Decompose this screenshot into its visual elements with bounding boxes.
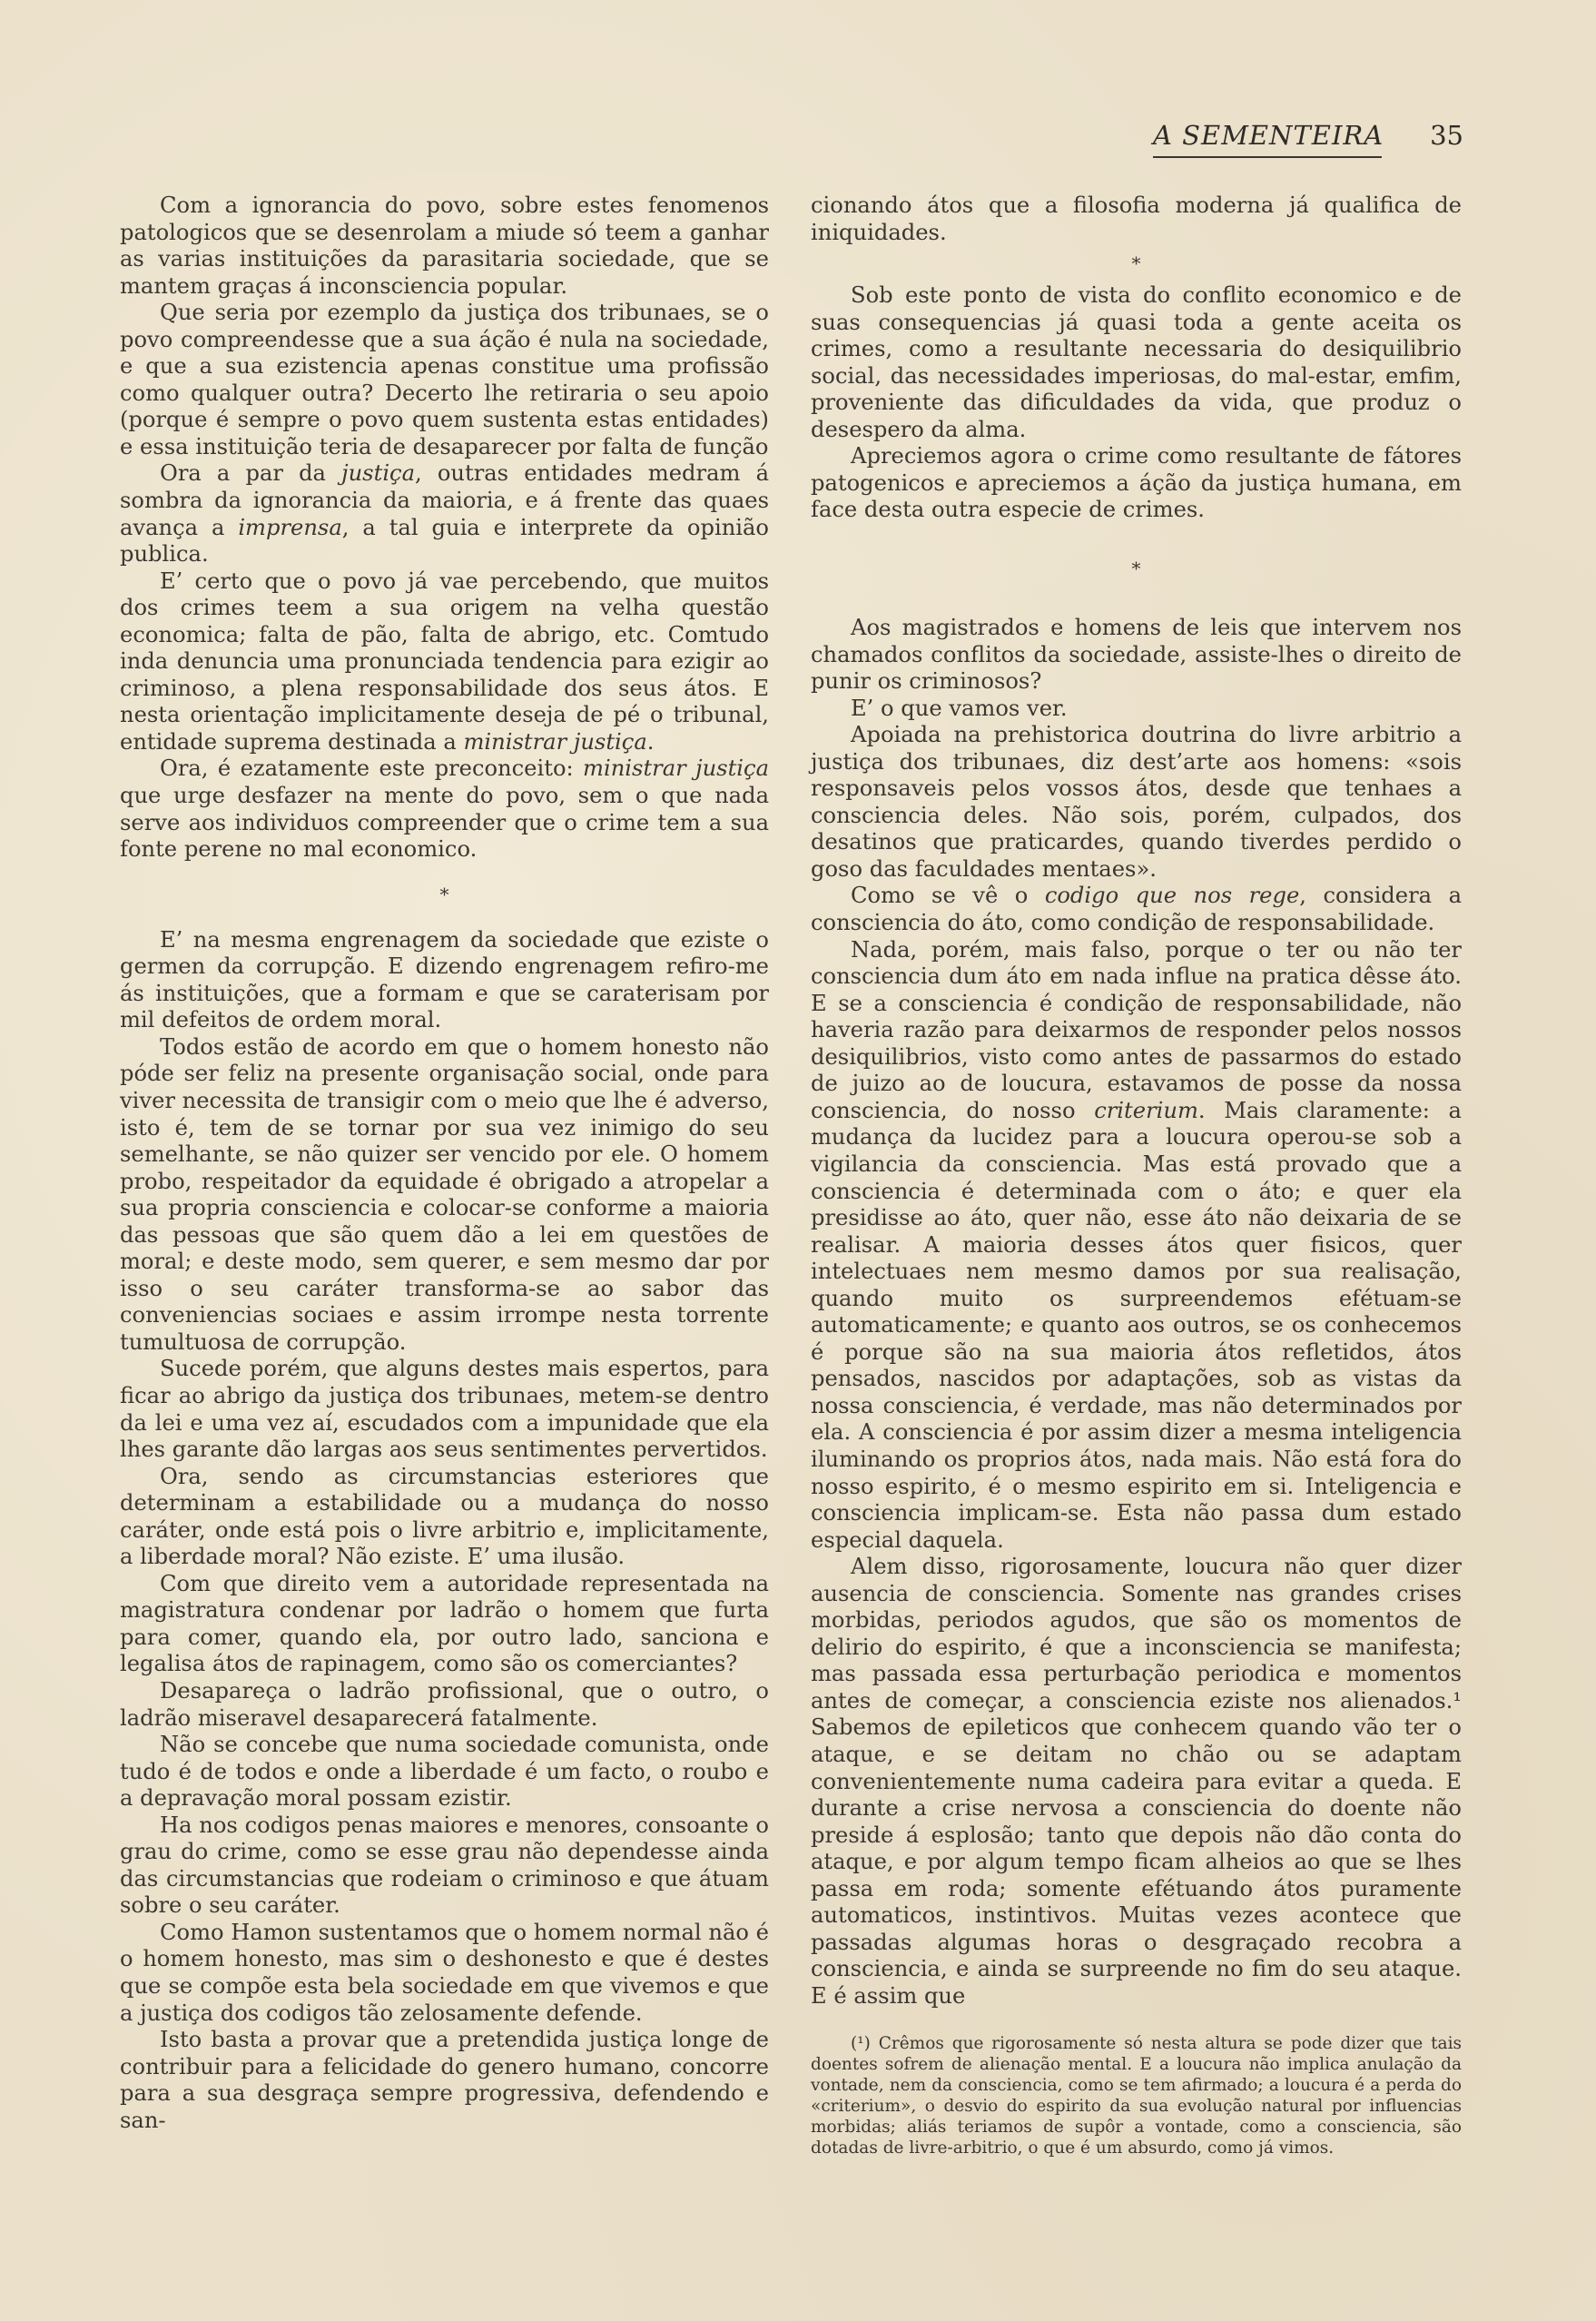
paragraph: Apreciemos agora o crime como resultante de fátores patogenicos e apreciemos a áção da justiça humana, em face desta outra especie de crimes. <box>811 443 1462 523</box>
page-number: 35 <box>1430 120 1463 151</box>
italic-term: criterium <box>1094 1097 1198 1123</box>
footnote-marker: (¹) <box>851 2034 871 2054</box>
italic-term: codigo que nos rege <box>1044 883 1300 909</box>
paragraph: Que seria por ezemplo da justiça dos tribunaes, se o povo compreendesse que a sua áção é nula na sociedade, e que a sua ezistencia apenas constitue uma profissão como qualquer outra? Decerto lhe retiraria o seu apoio (porque é sempre o povo quem sustenta estas entidades) e essa instituição teria de desaparecer por falta de função <box>120 300 769 459</box>
right-column <box>811 193 1462 2158</box>
paragraph: Como se vê o codigo que nos rege, considera a consciencia do áto, como condição de responsabilidade. <box>811 883 1462 936</box>
paragraph: Ora a par da justiça, outras entidades medram á sombra da ignorancia da maioria, e á frente das quaes avança a imprensa, a tal guia e interprete da opinião publica. <box>120 460 770 568</box>
paragraph: E’ na mesma engrenagem da sociedade que eziste o germen da corrupção. E dizendo engrenagem refiro-me ás instituições, que a formam e que se caraterisam por mil defeitos de ordem moral. <box>120 926 769 1033</box>
paragraph: Com que direito vem a autoridade representada na magistratura condenar por ladrão o homem que furta para comer, quando ela, por outro lado, sanciona e legalisa átos de rapinagem, como são os comerciantes? <box>120 1570 769 1677</box>
section-separator: * <box>1131 558 1141 580</box>
paragraph: Alem disso, rigorosamente, loucura não quer dizer ausencia de consciencia. Somente nas grandes crises morbidas, periodos agudos, que são os momentos de delirio do espirito, é que a inconsciencia se manifesta; mas passada essa perturbação periodica e momentos antes de começar, a consciencia eziste nos alienados.¹ Sabemos de epileticos que conhecem quando vão ter o ataque, e se deitam no chão ou se adaptam convenientemente numa cadeira para evitar a queda. E durante a crise nervosa a consciencia do doente não preside á esplosão; tanto que depois não dão conta do ataque, e por algum tempo ficam alheios ao que se lhes passa em roda; somente efétuando átos puramente automaticos, instintivos. Muitas vezes acontece que passadas algumas horas o desgraçado recobra a consciencia, e ainda se surpreende no fim do seu ataque. E é assim que <box>811 1554 1462 2009</box>
publication-title: A SEMENTEIRA <box>1153 120 1384 151</box>
section-separator: * <box>439 883 449 905</box>
paragraph: Aos magistrados e homens de leis que intervem nos chamados conflitos da sociedade, assiste-lhes o direito de punir os criminosos? <box>811 615 1462 695</box>
paragraph: Sob este ponto de vista do conflito economico e de suas consequencias já quasi toda a gente aceita os crimes, como a resultante necessaria do desiquilibrio social, das necessidades imperiosas, do mal-estar, emfim, proveniente das dificuldades da vida, que produz o desespero da alma. <box>811 282 1462 442</box>
italic-term: ministrar justiça <box>463 728 647 755</box>
paragraph: Ora, é ezatamente este preconceito: ministrar justiça que urge desfazer na mente do povo, sem o que nada serve aos individuos compreender que o crime tem a sua fonte perene no mal economico. <box>120 756 770 863</box>
italic-term: imprensa <box>238 514 342 540</box>
page-header <box>1153 120 1463 160</box>
footnote <box>811 2033 1462 2158</box>
paragraph: Ora, sendo as circumstancias esteriores que determinam a estabilidade ou a mudança do nosso caráter, onde está pois o livre arbitrio e, implicitamente, a liberdade moral? Não eziste. E’ uma ilusão. <box>120 1463 769 1570</box>
footnote-text: Crêmos que rigorosamente só nesta altura se pode dizer que tais doentes sofrem de alienação mental. E a loucura não implica anulação da vontade, nem da consciencia, como se tem afirmado; a loucura é a perda do «criterium», o desvio do espirito da sua evolução natural por influencias morbidas; aliás teriamos de supôr a vontade, como a consciencia, são dotadas de livre-arbitrio, o que é um absurdo, como já vimos. <box>811 2034 1462 2158</box>
italic-term: justiça <box>341 460 416 487</box>
paragraph: Apoiada na prehistorica doutrina do livre arbitrio a justiça dos tribunaes, diz dest’arte aos homens: «sois responsaveis pelos vossos átos, desde que tenhaes a consciencia deles. Não sois, porém, culpados, dos desatinos que praticardes, quando tiverdes perdido o goso das faculdades mentaes». <box>811 722 1462 882</box>
italic-term: ministrar justiça <box>583 756 770 782</box>
paragraph: Nada, porém, mais falso, porque o ter ou não ter consciencia dum áto em nada influe na pratica dêsse áto. E se a consciencia é condição de responsabilidade, não haveria razão para deixarmos de responder pelos nossos desiquilibrios, visto como antes de passarmos do estado de juizo ao de loucura, estavamos de posse da nossa consciencia, do nosso criterium. Mais claramente: a mudança da lucidez para a loucura operou-se sob a vigilancia da consciencia. Mas está provado que a consciencia é determinada com o áto; e quer ela presidisse ao áto, quer não, esse áto não deixaria de se realisar. A maioria desses átos quer fisicos, quer intelectuaes nem mesmo damos por sua realisação, quando muito os surpreendemos efétuam-se automaticamente; e quanto aos outros, se os conhecemos é porque são na sua maioria átos refletidos, átos pensados, nascidos por adaptações, sob as vistas da nossa consciencia, é verdade, mas não determinados por ela. A consciencia é por assim dizer a mesma inteligencia iluminando os proprios átos, nada mais. Não está fora do nosso espirito, é o mesmo espirito em si. Inteligencia e consciencia implicam-se. Esta não passa dum estado especial daquela. <box>811 936 1462 1553</box>
paragraph: cionando átos que a filosofia moderna já qualifica de iniquidades. <box>811 193 1462 245</box>
paragraph: Todos estão de acordo em que o homem honesto não póde ser feliz na presente organisação social, onde para viver necessita de transigir com o meio que lhe é adverso, isto é, tem de se tornar por sua vez inimigo do seu semelhante, se não quizer ser vencido por ele. O homem probo, respeitador da equidade é obrigado a atropelar a sua propria consciencia e colocar-se conforme a maioria das pessoas que são quem dão a lei em questões de moral; e deste modo, sem querer, e sem mesmo dar por isso o seu caráter transforma-se ao sabor das conveniencias sociaes e assim irrompe nesta torrente tumultuosa de corrupção. <box>120 1033 769 1355</box>
paragraph: Com a ignorancia do povo, sobre estes fenomenos patologicos que se desenrolam a miude só teem a ganhar as varias instituições da parasitaria sociedade, que se mantem graças á inconsciencia popular. <box>120 193 769 299</box>
paragraph: Não se concebe que numa sociedade comunista, onde tudo é de todos e onde a liberdade é um facto, o roubo e a depravação moral possam ezistir. <box>120 1732 769 1812</box>
left-column <box>120 193 769 2134</box>
paragraph: Como Hamon sustentamos que o homem normal não é o homem honesto, mas sim o deshonesto e que é destes que se compõe esta bela sociedade em que vivemos e que a justiça dos codigos tão zelosamente defende. <box>120 1919 769 2026</box>
paragraph: Desapareça o ladrão profissional, que o outro, o ladrão miseravel desaparecerá fatalmente. <box>120 1677 769 1731</box>
paragraph: E’ o que vamos ver. <box>851 695 1068 721</box>
paragraph: Sucede porém, que alguns destes mais espertos, para ficar ao abrigo da justiça dos tribunaes, metem-se dentro da lei e uma vez aí, escudados com a impunidade que ela lhes garante dão largas aos seus sentimentes pervertidos. <box>120 1356 769 1463</box>
paragraph: Ha nos codigos penas maiores e menores, consoante o grau do crime, como se esse grau não dependesse ainda das circumstancias que rodeiam o criminoso e que átuam sobre o seu caráter. <box>120 1812 769 1919</box>
title-underline <box>1153 156 1382 158</box>
section-separator: * <box>1131 252 1141 275</box>
paragraph: E’ certo que o povo já vae percebendo, que muitos dos crimes teem a sua origem na velha questão economica; falta de pão, falta de abrigo, etc. Comtudo inda denuncia uma pronunciada tendencia para ezigir ao criminoso, a plena responsabilidade dos seus átos. E nesta orientação implicitamente deseja de pé o tribunal, entidade suprema destinada a ministrar justiça. <box>120 568 769 755</box>
paragraph: Isto basta a provar que a pretendida justiça longe de contribuir para a felicidade do genero humano, concorre para a sua desgraça sempre progressiva, defendendo e san- <box>120 2027 769 2133</box>
